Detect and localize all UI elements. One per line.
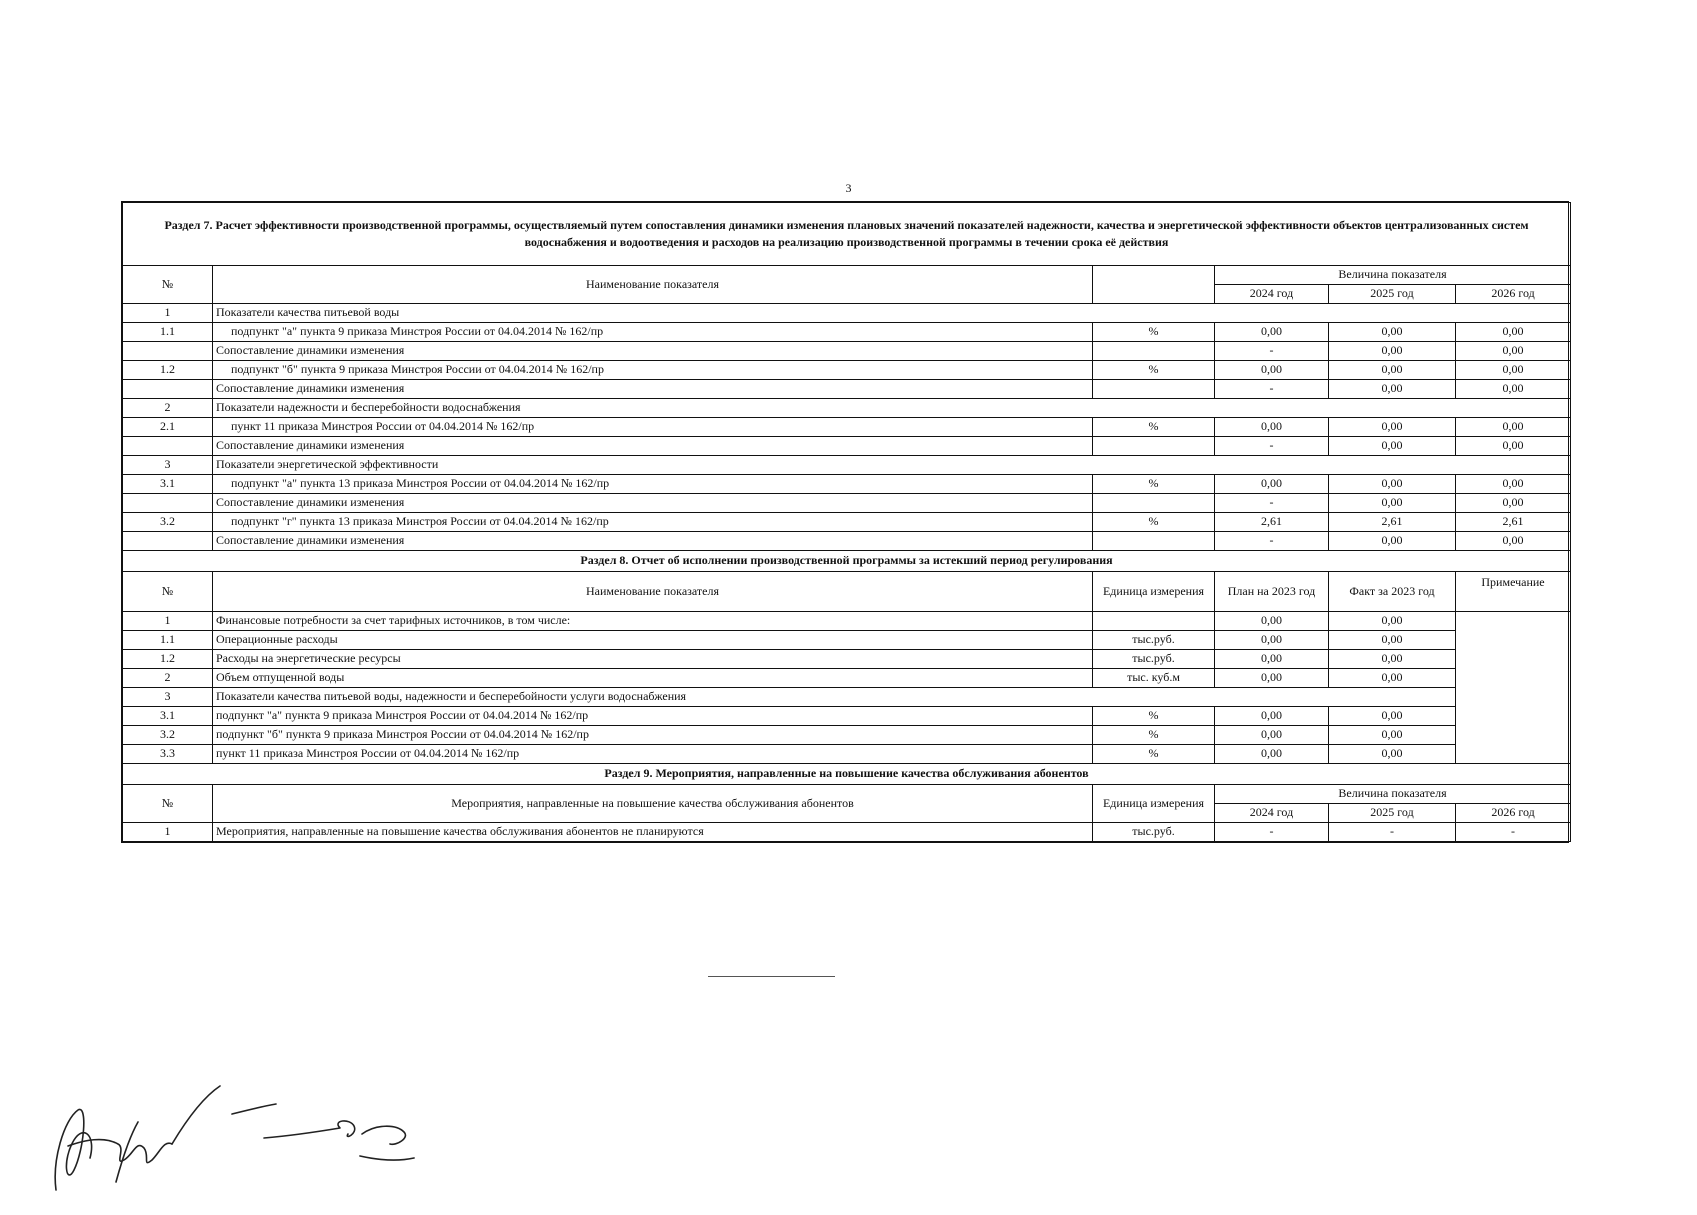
indicator-name: подпункт "а" пункта 9 приказа Минстроя России от 04.04.2014 № 162/пр [213, 707, 1093, 726]
table-row [123, 650, 1571, 669]
unit-cell [1093, 380, 1215, 399]
divider-line [708, 976, 835, 977]
column-header-year: 2026 год [1456, 285, 1571, 304]
column-header-number: № [123, 785, 213, 823]
handwritten-signature [44, 1040, 424, 1215]
table-row [123, 456, 1571, 475]
table-row [123, 323, 1571, 342]
table-row [123, 494, 1571, 513]
row-number: 3.2 [123, 513, 213, 532]
row-number [123, 380, 213, 399]
value-cell: - [1456, 823, 1571, 842]
column-header-number: № [123, 266, 213, 304]
unit-cell: тыс.руб. [1093, 650, 1215, 669]
section8-title: Раздел 8. Отчет об исполнении производственной программы за истекший период регулирования [123, 551, 1571, 572]
indicator-group-name: Показатели качества питьевой воды, надежности и бесперебойности услуги водоснабжения [213, 688, 1456, 707]
row-number: 1 [123, 612, 213, 631]
row-number: 1.2 [123, 650, 213, 669]
page-number: 3 [845, 181, 852, 195]
row-number: 1.1 [123, 323, 213, 342]
indicator-name: подпункт "б" пункта 9 приказа Минстроя России от 04.04.2014 № 162/пр [213, 726, 1093, 745]
value-cell: 2,61 [1329, 513, 1456, 532]
table-row [123, 399, 1571, 418]
value-cell: 0,00 [1329, 380, 1456, 399]
indicator-name: пункт 11 приказа Минстроя России от 04.04.2014 № 162/пр [213, 418, 1093, 437]
row-number: 3 [123, 688, 213, 707]
table-row [123, 380, 1571, 399]
column-header-name: Мероприятия, направленные на повышение качества обслуживания абонентов [213, 785, 1093, 823]
row-number: 1.2 [123, 361, 213, 380]
value-cell: - [1215, 532, 1329, 551]
indicator-name: Объем отпущенной воды [213, 669, 1093, 688]
unit-cell: тыс.руб. [1093, 823, 1215, 842]
unit-cell [1093, 494, 1215, 513]
column-header-year: 2025 год [1329, 285, 1456, 304]
value-cell: 2,61 [1456, 513, 1571, 532]
unit-cell: % [1093, 323, 1215, 342]
value-cell: 0,00 [1456, 342, 1571, 361]
fact-value: 0,00 [1329, 669, 1456, 688]
indicator-name: Операционные расходы [213, 631, 1093, 650]
value-cell: 0,00 [1329, 437, 1456, 456]
unit-cell: % [1093, 726, 1215, 745]
indicator-name: подпункт "б" пункта 9 приказа Минстроя России от 04.04.2014 № 162/пр [213, 361, 1093, 380]
fact-value: 0,00 [1329, 650, 1456, 669]
unit-cell: % [1093, 745, 1215, 764]
value-cell: 0,00 [1456, 494, 1571, 513]
unit-cell: % [1093, 361, 1215, 380]
row-number [123, 494, 213, 513]
plan-value: 0,00 [1215, 650, 1329, 669]
row-number: 2 [123, 669, 213, 688]
value-cell: 0,00 [1456, 361, 1571, 380]
value-cell: 2,61 [1215, 513, 1329, 532]
value-cell: 0,00 [1329, 342, 1456, 361]
value-cell: 0,00 [1215, 361, 1329, 380]
row-number: 2.1 [123, 418, 213, 437]
value-cell: 0,00 [1456, 323, 1571, 342]
row-number: 3.3 [123, 745, 213, 764]
table-row [123, 475, 1571, 494]
plan-value: 0,00 [1215, 745, 1329, 764]
value-cell: - [1215, 380, 1329, 399]
column-header-note: Примечание [1456, 572, 1571, 612]
fact-value: 0,00 [1329, 612, 1456, 631]
table-row [123, 342, 1571, 361]
column-header-year: 2025 год [1329, 804, 1456, 823]
unit-cell [1093, 612, 1215, 631]
plan-value: 0,00 [1215, 707, 1329, 726]
row-number: 2 [123, 399, 213, 418]
value-cell: 0,00 [1215, 323, 1329, 342]
table-row [123, 532, 1571, 551]
plan-value: 0,00 [1215, 612, 1329, 631]
row-number: 1.1 [123, 631, 213, 650]
indicator-name: Сопоставление динамики изменения [213, 532, 1093, 551]
unit-cell: тыс. куб.м [1093, 669, 1215, 688]
table-row [123, 304, 1571, 323]
plan-value: 0,00 [1215, 726, 1329, 745]
indicator-name: Сопоставление динамики изменения [213, 494, 1093, 513]
row-number: 3.1 [123, 707, 213, 726]
table-row [123, 726, 1571, 745]
column-header-year: 2024 год [1215, 804, 1329, 823]
value-cell: 0,00 [1456, 380, 1571, 399]
value-cell: 0,00 [1215, 418, 1329, 437]
column-header-value-group: Величина показателя [1215, 785, 1571, 804]
unit-cell: % [1093, 475, 1215, 494]
table-row [123, 745, 1571, 764]
value-cell: - [1215, 823, 1329, 842]
unit-cell: % [1093, 418, 1215, 437]
value-cell: - [1329, 823, 1456, 842]
row-number [123, 437, 213, 456]
column-header-number: № [123, 572, 213, 612]
row-number: 1 [123, 823, 213, 842]
table-row [123, 418, 1571, 437]
column-header-value-group: Величина показателя [1215, 266, 1571, 285]
value-cell: 0,00 [1329, 532, 1456, 551]
table-row [123, 361, 1571, 380]
fact-value: 0,00 [1329, 745, 1456, 764]
report-table [122, 202, 1571, 842]
column-header-fact: Факт за 2023 год [1329, 572, 1456, 612]
column-header-name: Наименование показателя [213, 266, 1093, 304]
unit-cell [1093, 342, 1215, 361]
indicator-name: подпункт "а" пункта 13 приказа Минстроя России от 04.04.2014 № 162/пр [213, 475, 1093, 494]
value-cell: 0,00 [1329, 361, 1456, 380]
indicator-name: Расходы на энергетические ресурсы [213, 650, 1093, 669]
value-cell: 0,00 [1215, 475, 1329, 494]
value-cell: - [1215, 437, 1329, 456]
table-row [123, 688, 1571, 707]
section8-title-row [123, 551, 1571, 572]
indicator-name: подпункт "а" пункта 9 приказа Минстроя России от 04.04.2014 № 162/пр [213, 323, 1093, 342]
column-header-name: Наименование показателя [213, 572, 1093, 612]
column-header-unit: Единица измерения [1093, 572, 1215, 612]
indicator-name: пункт 11 приказа Минстроя России от 04.04.2014 № 162/пр [213, 745, 1093, 764]
note-cell [1456, 612, 1571, 764]
value-cell: 0,00 [1329, 475, 1456, 494]
value-cell: 0,00 [1456, 532, 1571, 551]
value-cell: 0,00 [1456, 475, 1571, 494]
plan-value: 0,00 [1215, 669, 1329, 688]
table-row [123, 437, 1571, 456]
fact-value: 0,00 [1329, 631, 1456, 650]
indicator-name: Сопоставление динамики изменения [213, 342, 1093, 361]
section7-title-row [123, 203, 1571, 266]
column-header-plan: План на 2023 год [1215, 572, 1329, 612]
value-cell: 0,00 [1329, 323, 1456, 342]
value-cell: 0,00 [1329, 494, 1456, 513]
row-number: 3 [123, 456, 213, 475]
unit-cell: тыс.руб. [1093, 631, 1215, 650]
section8-header-row [123, 572, 1571, 612]
unit-cell: % [1093, 513, 1215, 532]
table-row [123, 513, 1571, 532]
activity-name: Мероприятия, направленные на повышение качества обслуживания абонентов не планируются [213, 823, 1093, 842]
indicator-name: Сопоставление динамики изменения [213, 380, 1093, 399]
table-row [123, 612, 1571, 631]
indicator-group-name: Показатели энергетической эффективности [213, 456, 1571, 475]
indicator-group-name: Показатели надежности и бесперебойности водоснабжения [213, 399, 1571, 418]
row-number [123, 342, 213, 361]
unit-cell [1093, 437, 1215, 456]
section9-title-row [123, 764, 1571, 785]
value-cell: 0,00 [1329, 418, 1456, 437]
indicator-name: Финансовые потребности за счет тарифных источников, в том числе: [213, 612, 1093, 631]
section7-title: Раздел 7. Расчет эффективности производственной программы, осуществляемый путем сопоставления динамики изменения плановых значений показателей надежности, качества и энергетической эффективности объектов централизованных систем водоснабжения и водоотведения и расходов на реализацию производственной программы в течении срока её действия [123, 203, 1571, 266]
row-number: 3.2 [123, 726, 213, 745]
unit-cell: % [1093, 707, 1215, 726]
plan-value: 0,00 [1215, 631, 1329, 650]
table-row [123, 669, 1571, 688]
fact-value: 0,00 [1329, 707, 1456, 726]
section9-title: Раздел 9. Мероприятия, направленные на повышение качества обслуживания абонентов [123, 764, 1571, 785]
indicator-name: Сопоставление динамики изменения [213, 437, 1093, 456]
column-header-year: 2026 год [1456, 804, 1571, 823]
row-number: 3.1 [123, 475, 213, 494]
fact-value: 0,00 [1329, 726, 1456, 745]
table-row [123, 707, 1571, 726]
value-cell: 0,00 [1456, 437, 1571, 456]
row-number: 1 [123, 304, 213, 323]
value-cell: - [1215, 494, 1329, 513]
table-row [123, 631, 1571, 650]
table-row [123, 823, 1571, 842]
unit-cell [1093, 532, 1215, 551]
indicator-group-name: Показатели качества питьевой воды [213, 304, 1571, 323]
value-cell: 0,00 [1456, 418, 1571, 437]
column-header-unit: Единица измерения [1093, 785, 1215, 823]
production-program-report [121, 201, 1569, 843]
row-number [123, 532, 213, 551]
column-header-unit [1093, 266, 1215, 304]
column-header-year: 2024 год [1215, 285, 1329, 304]
section9-header-row [123, 785, 1571, 804]
indicator-name: подпункт "г" пункта 13 приказа Минстроя России от 04.04.2014 № 162/пр [213, 513, 1093, 532]
value-cell: - [1215, 342, 1329, 361]
section7-header-row [123, 266, 1571, 285]
